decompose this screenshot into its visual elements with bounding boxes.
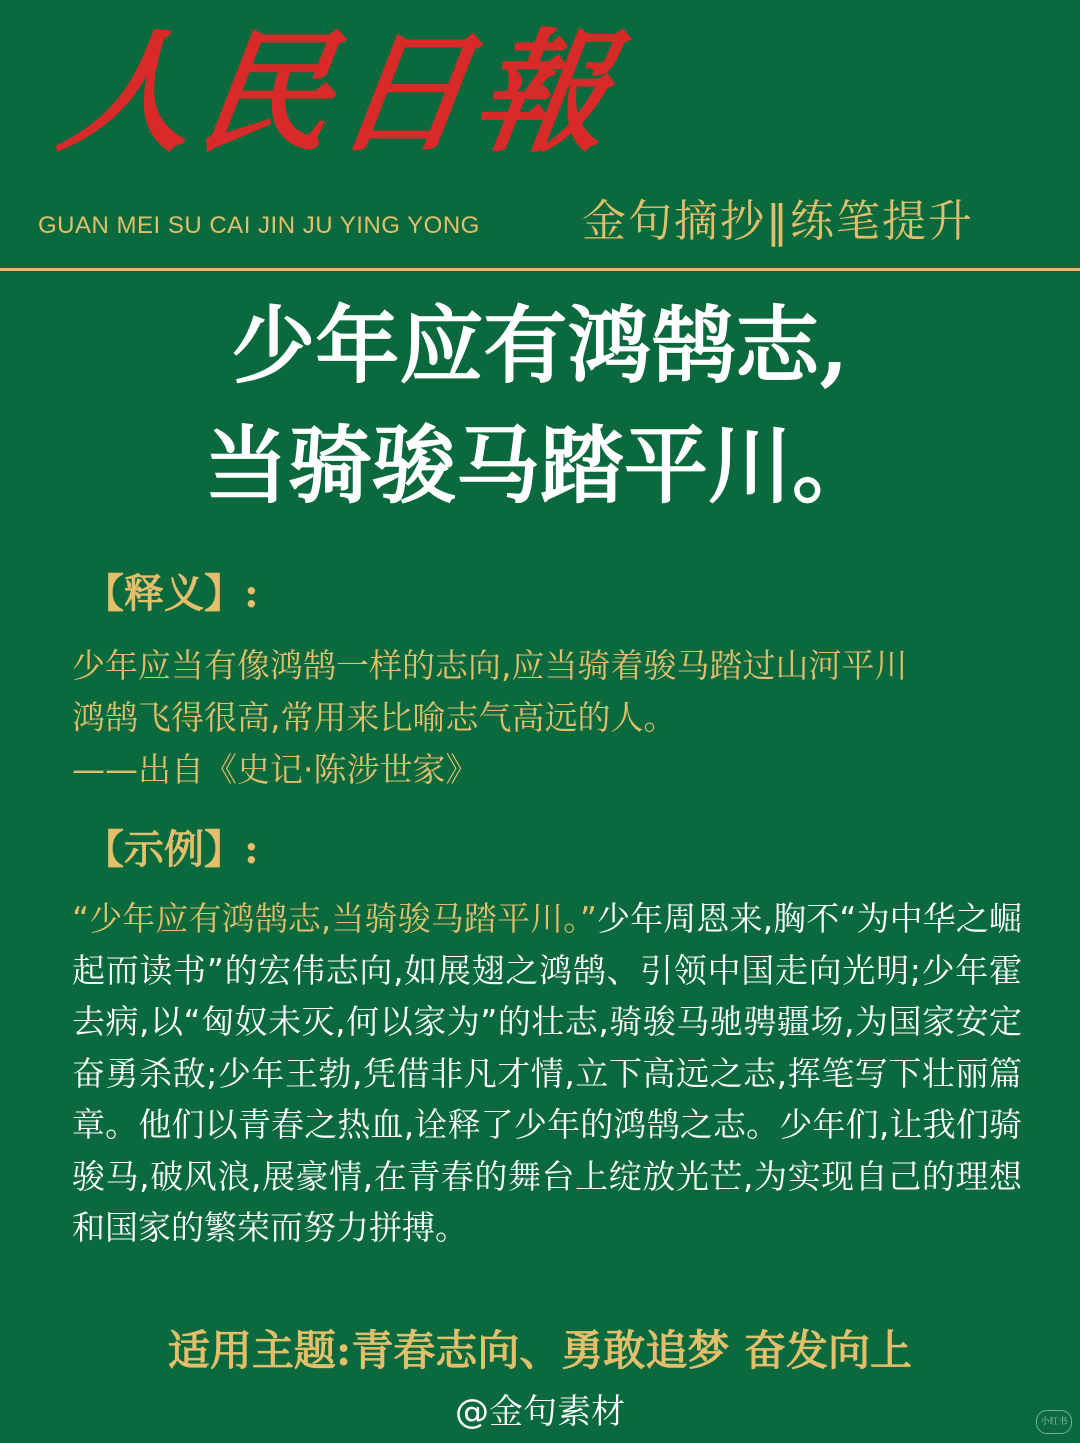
header-slogan: 金句摘抄‖练笔提升 xyxy=(582,196,974,247)
meaning-source: ——出自《史记·陈涉世家》 xyxy=(72,750,479,789)
title-line-2: 当骑骏马踏平川。 xyxy=(203,416,876,515)
header-subtitle: GUAN MEI SU CAI JIN JU YING YONG xyxy=(38,212,480,239)
meaning-line-1: 少年应当有像鸿鹄一样的志向,应当骑着骏马踏过山河平川 xyxy=(72,646,908,685)
example-paragraph xyxy=(72,893,1022,1254)
meaning-heading: 【释义】: xyxy=(84,570,259,617)
theme-line: 适用主题:青春志向、勇敢追梦 奋发向上 xyxy=(167,1326,913,1375)
example-quote: “少年应有鸿鹄志,当骑骏马踏平川。” xyxy=(72,899,597,938)
newspaper-logo: 人民日報 xyxy=(51,16,625,171)
header-divider xyxy=(0,268,1080,271)
title-line-1: 少年应有鸿鹄志, xyxy=(231,296,849,395)
example-body: 少年周恩来,胸不“为中华之崛起而读书”的宏伟志向,如展翅之鸿鹄、引领中国走向光明;少年霍去病,以“匈奴未灭,何以家为”的壮志,骑骏马驰骋疆场,为国家安定奋勇杀敌;少年王勃,凭借非凡才情,立下高远之志,挥笔写下壮丽篇章。他们以青春之热血,诠释了少年的鸿鹄之志。少年们,让我们骑骏马,破风浪,展豪情,在青春的舞台上绽放光芒,为实现自己的理想和国家的繁荣而努力拼搏。 xyxy=(72,899,1022,1247)
platform-watermark: 小红书 xyxy=(1036,1410,1072,1434)
credit-handle: @金句素材 xyxy=(455,1392,625,1432)
meaning-line-2: 鸿鹄飞得很高,常用来比喻志气高远的人。 xyxy=(72,698,677,737)
example-heading: 【示例】: xyxy=(84,826,259,873)
meaning-text xyxy=(72,640,1042,796)
